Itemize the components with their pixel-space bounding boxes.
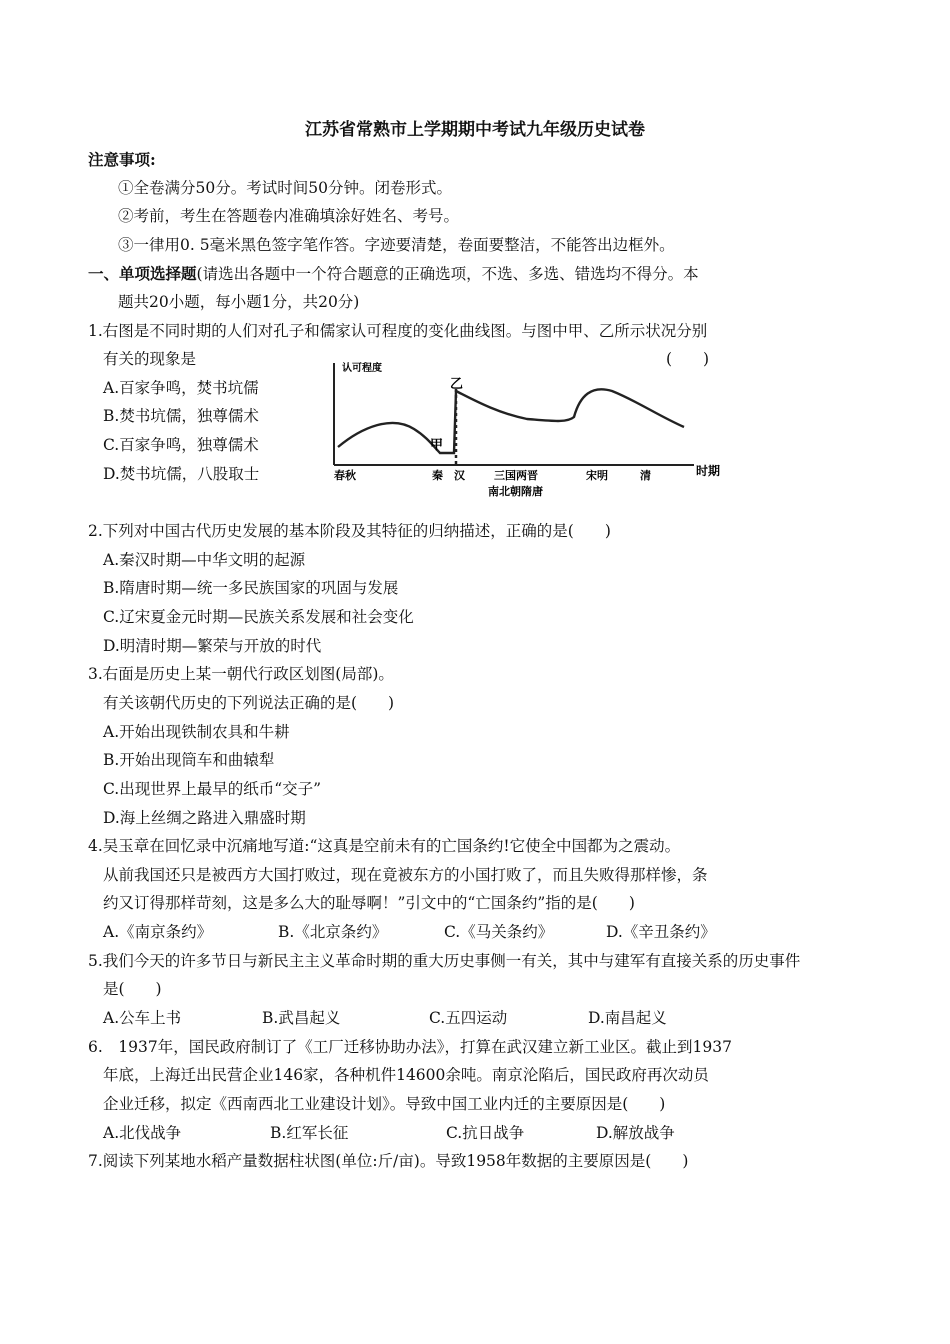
section1-label: 一、单项选择题 bbox=[88, 264, 197, 283]
q2-option-b: B.隋唐时期—统一多民族国家的巩固与发展 bbox=[103, 579, 399, 597]
chart-ylabel: 认可程度 bbox=[342, 363, 382, 374]
q5-option-d: D.南昌起义 bbox=[588, 1009, 667, 1027]
q1-option-c: C.百家争鸣，独尊儒术 bbox=[103, 436, 259, 454]
chart-tick-nanbei: 南北朝隋唐 bbox=[488, 485, 543, 498]
q6-stem-1: 6. 1937年，国民政府制订了《工厂迁移协助办法》，打算在武汉建立新工业区。截止到1937 bbox=[88, 1038, 732, 1056]
q4-stem-1: 4.吴玉章在回忆录中沉痛地写道:“这真是空前未有的亡国条约!它使全中国都为之震动。 bbox=[88, 837, 681, 855]
q3-stem-1: 3.右面是历史上某一朝代行政区划图(局部)。 bbox=[88, 665, 394, 683]
q5-option-c: C.五四运动 bbox=[429, 1009, 508, 1027]
q2-stem: 2.下列对中国古代历史发展的基本阶段及其特征的归纳描述，正确的是( ) bbox=[88, 522, 611, 540]
q4-option-d: D.《辛丑条约》 bbox=[606, 923, 716, 941]
section1-line1 bbox=[88, 264, 699, 284]
q6-option-a: A.北伐战争 bbox=[103, 1124, 182, 1142]
section1-desc: (请选出各题中一个符合题意的正确选项，不选、多选、错选均不得分。本 bbox=[196, 265, 699, 283]
q5-stem-1: 5.我们今天的许多节日与新民主主义革命时期的重大历史事侧一有关，其中与建军有直接关系的历史事件 bbox=[88, 952, 801, 970]
chart-tick-sanguo: 三国两晋 bbox=[494, 469, 538, 482]
q4-option-b: B.《北京条约》 bbox=[278, 923, 388, 941]
q3-option-d: D.海上丝绸之路进入鼎盛时期 bbox=[103, 809, 306, 827]
note-item-2: ②考前，考生在答题卷内准确填涂好姓名、考号。 bbox=[118, 207, 460, 225]
q4-stem-2: 从前我国还只是被西方大国打败过，现在竟被东方的小国打败了，而且失败得那样惨，条 bbox=[103, 866, 708, 884]
q3-option-b: B.开始出现筒车和曲辕犁 bbox=[103, 751, 275, 769]
q5-option-a: A.公车上书 bbox=[103, 1009, 182, 1027]
q4-stem-3: 约又订得那样苛刻，这是多么大的耻辱啊！”引文中的“亡国条约”指的是( ) bbox=[103, 894, 635, 912]
q4-option-a: A.《南京条约》 bbox=[103, 923, 213, 941]
section1-desc-2: 题共20小题，每小题1分，共20分) bbox=[118, 293, 360, 311]
notes-heading: 注意事项: bbox=[88, 150, 156, 169]
chart-tick-qin: 秦 bbox=[432, 469, 443, 482]
q6-option-c: C.抗日战争 bbox=[446, 1124, 525, 1142]
q1-option-d: D.焚书坑儒，八股取士 bbox=[103, 465, 260, 483]
q5-stem-2: 是( ) bbox=[103, 980, 162, 998]
chart-point-jia: 甲 bbox=[430, 438, 444, 453]
q6-stem-3: 企业迁移，拟定《西南西北工业建设计划》。导致中国工业内迁的主要原因是( ) bbox=[103, 1095, 666, 1113]
q6-option-d: D.解放战争 bbox=[596, 1124, 675, 1142]
note-item-3: ③一律用0. 5毫米黑色签字笔作答。字迹要清楚，卷面要整洁，不能答出边框外。 bbox=[118, 236, 675, 254]
chart-point-yi: 乙 bbox=[450, 377, 464, 392]
chart-tick-han: 汉 bbox=[454, 469, 465, 482]
chart-series-line bbox=[338, 389, 684, 453]
q2-option-d: D.明清时期—繁荣与开放的时代 bbox=[103, 637, 322, 655]
chart-tick-songming: 宋明 bbox=[586, 469, 608, 482]
chart-tick-chunqiu: 春秋 bbox=[334, 469, 356, 482]
q1-stem-2: 有关的现象是 bbox=[103, 350, 197, 368]
q1-option-a: A.百家争鸣，焚书坑儒 bbox=[103, 379, 259, 397]
q3-option-a: A.开始出现铁制农具和牛耕 bbox=[103, 723, 290, 741]
q7-stem: 7.阅读下列某地水稻产量数据柱状图(单位:斤/亩)。导致1958年数据的主要原因是( ) bbox=[88, 1152, 689, 1170]
q6-stem-2: 年底，上海迁出民营企业146家，各种机件14600余吨。南京沦陷后，国民政府再次动员 bbox=[103, 1066, 709, 1084]
q1-stem-1: 1.右图是不同时期的人们对孔子和儒家认可程度的变化曲线图。与图中甲、乙所示状况分别 bbox=[88, 322, 708, 340]
q1-recognition-chart bbox=[322, 355, 734, 500]
q1-option-b: B.焚书坑儒，独尊儒术 bbox=[103, 407, 259, 425]
q5-option-b: B.武昌起义 bbox=[262, 1009, 341, 1027]
q4-option-c: C.《马关条约》 bbox=[444, 923, 554, 941]
q3-option-c: C.出现世界上最早的纸币“交子” bbox=[103, 780, 322, 798]
q6-option-b: B.红军长征 bbox=[270, 1124, 349, 1142]
q1-answer-bracket: ( ) bbox=[666, 350, 710, 368]
chart-tick-qing: 清 bbox=[640, 469, 651, 482]
q3-stem-2: 有关该朝代历史的下列说法正确的是( ) bbox=[103, 694, 395, 712]
q2-option-c: C.辽宋夏金元时期—民族关系发展和社会变化 bbox=[103, 608, 414, 626]
exam-title: 江苏省常熟市上学期期中考试九年级历史试卷 bbox=[305, 120, 645, 140]
q2-option-a: A.秦汉时期—中华文明的起源 bbox=[103, 551, 306, 569]
chart-xlabel: 时期 bbox=[696, 464, 721, 478]
note-item-1: ①全卷满分50分。考试时间50分钟。闭卷形式。 bbox=[118, 179, 452, 197]
